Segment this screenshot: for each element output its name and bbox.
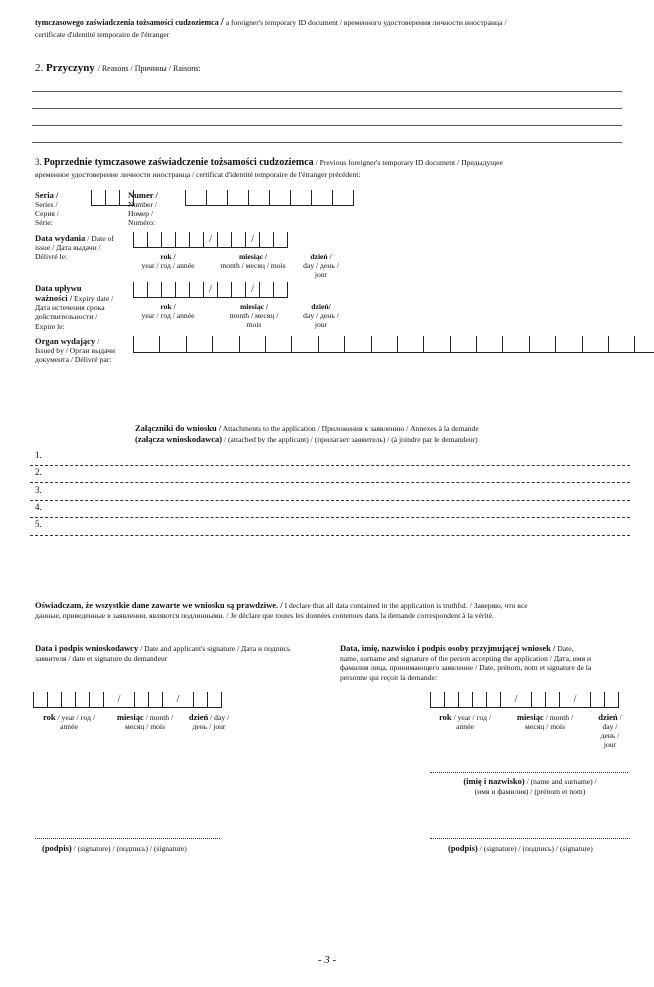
authority-box[interactable]	[529, 336, 555, 353]
issuing-authority-field[interactable]	[133, 336, 654, 353]
official-month-caption: miesiąc / month / месяц / mois	[516, 712, 574, 732]
section-3-heading: 3. Poprzednie tymczasowe zaświadczenie tożsamości cudzoziemca / Previous foreigner's temporary ID document / Предыдущее временное удостоверение личности иностранца / certificat d'identité temporaire de l'étranger précédent:	[35, 157, 503, 179]
expiry-year-caption: rok / year / год / année	[141, 302, 195, 321]
expiry-day-caption: dzień/ day / день / jour	[303, 302, 339, 330]
top-continuation: tymczasowego zaświadczenia tożsamości cudzoziemca / a foreigner's temporary ID document / временного удостоверения личности иностранца / certificate d'identité temporaire de l'étranger	[35, 16, 507, 39]
reasons-line-1[interactable]	[32, 91, 622, 92]
applicant-signature-line[interactable]	[35, 838, 220, 839]
attachments-heading: Załączniki do wniosku / Attachments to the application / Приложения к заявлению / Annexes à la demande (załącza wnioskodawca) / (attached by the applicant) / (прилагает заявитель) / (à joindre par le demandeur)	[135, 423, 479, 444]
expiry-date-label: Data upływu ważności / Expiry date / Дата истечения срока действительности / Expire le:	[35, 283, 114, 331]
issue-date-label: Data wydania / Date of issue / Дата выдачи / Délivré le:	[35, 233, 114, 262]
applicant-month-caption: miesiąc / month / месяц / mois	[116, 712, 174, 732]
authority-box[interactable]	[344, 336, 370, 353]
authority-box[interactable]	[502, 336, 528, 353]
official-year-caption: rok / year / год / année	[439, 712, 491, 732]
expiry-month-caption: miesiąc / month / месяц / mois	[229, 302, 279, 330]
official-day-caption: dzień / day / день / jour	[598, 712, 622, 750]
reasons-line-4[interactable]	[32, 142, 622, 143]
reasons-line-3[interactable]	[32, 125, 622, 126]
authority-box[interactable]	[423, 336, 449, 353]
official-date-field[interactable]: / /	[430, 692, 619, 709]
issue-year-caption: rok / year / год / année	[141, 252, 195, 271]
official-name-line[interactable]	[430, 772, 628, 773]
authority-box[interactable]	[450, 336, 476, 353]
official-name-caption: (imię i nazwisko) / (name and surname) / (имя и фамилия) / (prénom et nom)	[463, 776, 597, 796]
authority-box[interactable]	[582, 336, 608, 353]
authority-box[interactable]	[318, 336, 344, 353]
applicant-date-field[interactable]: / /	[33, 692, 222, 709]
applicant-day-caption: dzień / day / день / jour	[188, 712, 230, 732]
authority-box[interactable]	[133, 336, 159, 353]
number-field[interactable]	[185, 190, 354, 207]
number-label: Numer / Number / Номер / Numéro:	[128, 190, 158, 228]
applicant-year-caption: rok / year / год / année	[43, 712, 95, 732]
authority-box[interactable]	[371, 336, 397, 353]
authority-box[interactable]	[476, 336, 502, 353]
official-signature-caption: (podpis) / (signature) / (подпись) / (signature)	[448, 843, 593, 853]
issue-date-field[interactable]: / /	[133, 232, 288, 249]
expiry-date-field[interactable]: / /	[133, 282, 288, 299]
series-label: Seria / Series / Серия / Série:	[35, 190, 59, 228]
reasons-line-2[interactable]	[32, 108, 622, 109]
official-date-signature-label: Data, imię, nazwisko i podpis osoby przyjmującej wniosek / Date, name, surname and signature of the person accepting the application / Дата, имя и фамилия лица, принимающего заявление / Date, prénom, nom et signature de la personne qui reçoit la demande:	[340, 643, 592, 682]
section-2-heading: 2. Przyczyny / Reasons / Причины / Raisons:	[35, 62, 201, 74]
authority-box[interactable]	[159, 336, 185, 353]
authority-box[interactable]	[291, 336, 317, 353]
issue-month-caption: miesiąc / month / месяц / mois	[220, 252, 286, 271]
attachment-item-3[interactable]: 3.	[35, 485, 42, 495]
authority-box[interactable]	[608, 336, 634, 353]
applicant-signature-caption: (podpis) / (signature) / (подпись) / (signature)	[42, 843, 187, 853]
authority-box[interactable]	[634, 336, 654, 353]
authority-box[interactable]	[397, 336, 423, 353]
attachment-item-5[interactable]: 5.	[35, 519, 42, 529]
issuing-authority-label: Organ wydający / Issued by / Орган выдачи документа / Délivré par:	[35, 336, 116, 365]
authority-box[interactable]	[265, 336, 291, 353]
attachment-item-1[interactable]: 1.	[35, 450, 42, 460]
authority-box[interactable]	[186, 336, 212, 353]
attachment-item-4[interactable]: 4.	[35, 502, 42, 512]
declaration-text: Oświadczam, że wszystkie dane zawarte we wniosku są prawdziwe. / I declare that all data contained in the application is truthful. / Заверяю, что все данные, приведенные в заявлении, являются подлинными. / Je déclare que toutes les données contenues dans la demande correspondent à la vérité.	[35, 600, 528, 620]
official-signature-line[interactable]	[430, 838, 630, 839]
issue-day-caption: dzień / day / день / jour	[303, 252, 339, 280]
applicant-date-signature-label: Data i podpis wnioskodawcy / Date and applicant's signature / Дата и подпись заявителя / date et signature du demandeur	[35, 643, 291, 663]
authority-box[interactable]	[239, 336, 265, 353]
attachment-item-2[interactable]: 2.	[35, 467, 42, 477]
authority-box[interactable]	[212, 336, 238, 353]
page-number: - 3 -	[317, 954, 337, 966]
authority-box[interactable]	[555, 336, 581, 353]
